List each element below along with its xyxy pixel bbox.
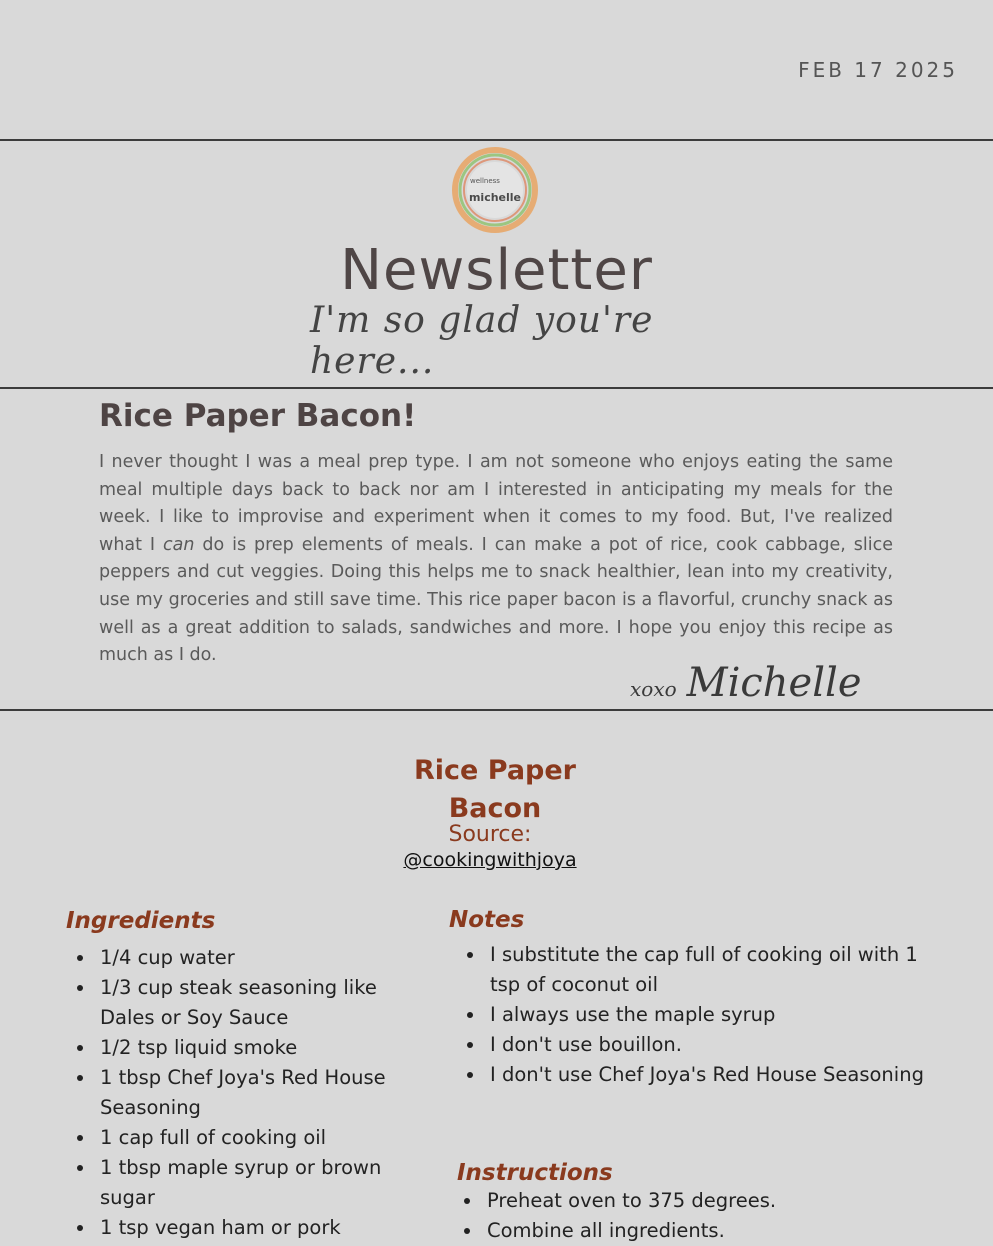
signoff-name: Michelle: [686, 660, 862, 706]
notes-list: [458, 940, 936, 1090]
instructions-list: [455, 1186, 963, 1246]
list-item: • I don't use bouillon.: [486, 1030, 936, 1060]
newsletter-date: FEB 17 2025: [798, 58, 958, 82]
list-item: • 1/3 cup steak seasoning like Dales or Soy Sauce: [96, 973, 426, 1033]
list-item: • I substitute the cap full of cooking oil with 1 tsp of coconut oil: [486, 940, 936, 1000]
tagline: I'm so glad you're here...: [310, 300, 654, 382]
list-item: • 1/4 cup water: [96, 943, 426, 973]
intro-title: Rice Paper Bacon!: [99, 398, 417, 434]
recipe-title-line2: Bacon: [448, 793, 542, 824]
instructions-heading: Instructions: [457, 1160, 613, 1186]
list-item: • 1 tbsp maple syrup or brown sugar: [96, 1153, 426, 1213]
divider-top: [0, 139, 993, 141]
ingredients-list: [68, 943, 426, 1243]
logo-wellness-text: wellness: [470, 177, 500, 185]
logo-name: michelle: [468, 191, 522, 204]
list-item: • I don't use Chef Joya's Red House Seasoning: [486, 1060, 936, 1090]
list-item: • I always use the maple syrup: [486, 1000, 936, 1030]
intro-body-emphasis: can: [163, 534, 195, 555]
list-item: • Combine all ingredients.: [483, 1216, 963, 1246]
ingredients-heading: Ingredients: [66, 908, 216, 934]
list-item: • 1 cap full of cooking oil: [96, 1123, 426, 1153]
list-item: • Preheat oven to 375 degrees.: [483, 1186, 963, 1216]
list-item: • 1/2 tsp liquid smoke: [96, 1033, 426, 1063]
recipe-title-line1: Rice Paper: [414, 755, 576, 786]
signoff-xoxo: xoxo: [630, 677, 677, 701]
divider-middle: [0, 387, 993, 389]
source-label: Source:: [448, 822, 532, 847]
intro-body-text-2: do is prep elements of meals. I can make a pot of rice, cook cabbage, slice peppers and cut veggies. Doing this helps me to snack healthier, lean into my creativity, use my groceries and still save time. This rice paper bacon is a flavorful, crunchy snack as well as a great addition to salads, sandwiches and more. I hope you enjoy this recipe as much as I do.: [99, 534, 893, 666]
divider-bottom: [0, 709, 993, 711]
intro-body: [99, 449, 893, 670]
list-item: • 1 tbsp Chef Joya's Red House Seasoning: [96, 1063, 426, 1123]
logo: [449, 146, 541, 234]
list-item: • 1 tsp vegan ham or pork: [96, 1213, 426, 1243]
source-link[interactable]: @cookingwithjoya: [403, 849, 577, 871]
intro-body-text-1: I never thought I was a meal prep type. I am not someone who enjoys eating the same meal multiple days back to back nor am I interested in anticipating my meals for the week. I like to improvise and experiment when it comes to my food. But, I've realized what I: [99, 452, 893, 555]
newsletter-title: Newsletter: [340, 238, 653, 303]
notes-heading: Notes: [449, 907, 525, 933]
signoff: [630, 660, 861, 706]
recipe-title: [340, 752, 650, 828]
